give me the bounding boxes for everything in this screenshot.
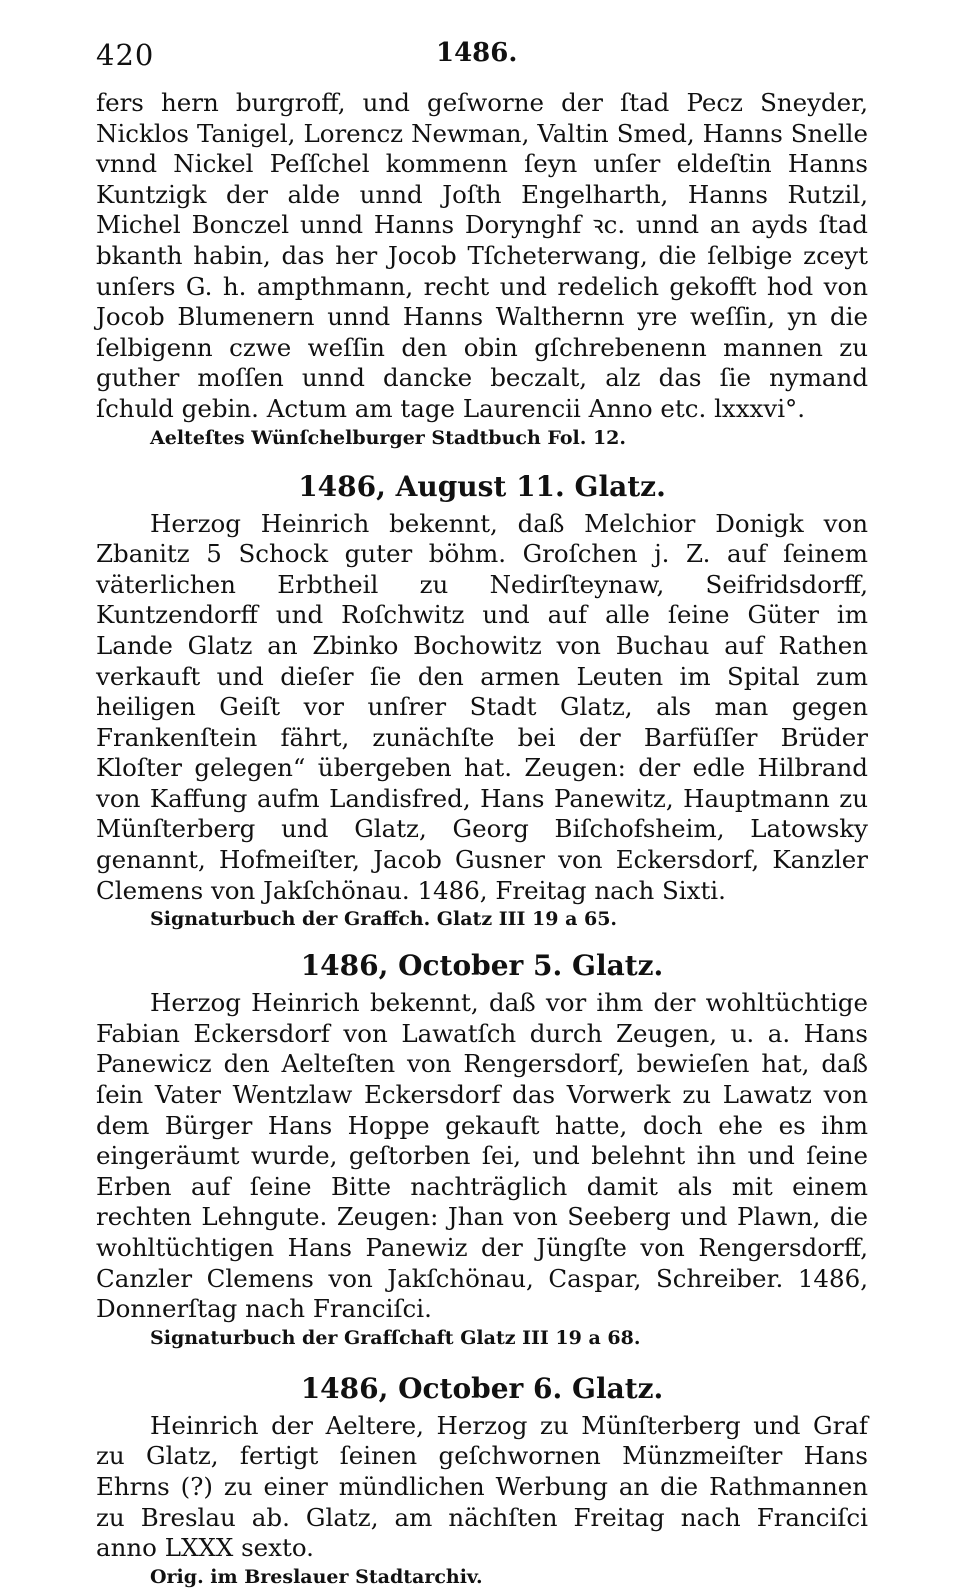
entry-text-october-6: Heinrich der Aeltere, Herzog zu Münſterberg und Graf zu Glatz, fertigt ſeinen geſchwornen Münzmeiſter Hans Ehrns (?) zu einer mündlichen Werbung an die Rathmannen zu Breslau ab. Glatz, am nächſten Freitag nach Franciſci anno LXXX sexto. [96, 1410, 868, 1563]
entry-heading-october-5: 1486, October 5. Glatz. [300, 949, 664, 983]
document-page [96, 32, 868, 1590]
entry-heading-october-6: 1486, October 6. Glatz. [300, 1371, 664, 1405]
entry-text-october-5: Herzog Heinrich bekennt, daß vor ihm der wohltüchtige Fabian Eckersdorf von Lawatſch durch Zeugen, u. a. Hans Panewicz den Aelteſten von Rengersdorf, bewieſen hat, daß ſein Vater Wentzlaw Eckersdorf das Vorwerk zu Lawatz von dem Bürger Hans Hoppe gekauft hatte, doch ehe es ihm eingeräumt wurde, geſtorben ſei, und belehnt ihn und ſeine Erben auf ſeine Bitte nachträglich damit als mit einem rechten Lehngute. Zeugen: Jhan von Seeberg und Plawn, die wohltüchtigen Hans Panewiz der Jüngſte von Rengersdorff, Canzler Clemens von Jakſchönau, Caspar, Schreiber. 1486, Donnerſtag nach Franciſci. [96, 988, 868, 1324]
entry-heading-august-11: 1486, August 11. Glatz. [298, 469, 666, 503]
page-header [96, 32, 868, 88]
intro-paragraph: fers hern burgroff, und geſworne der ſtad Pecz Sneyder, Nicklos Tanigel, Lorencz Newman, Valtin Smed, Hanns Snelle vnnd Nickel Peſſchel kommenn ſeyn unſer eldeſtin Hanns Kuntzigk der alde unnd Joſth Engelharth, Hanns Rutzil, Michel Bonczel unnd Hanns Dorynghf ꝛc. unnd an ayds ſtad bkanth habin, das her Jocob Tſcheterwang, die ſelbige zceyt unſers G. h. ampthmann, recht und redelich gekofft hod von Jocob Blumenern unnd Hanns Walthernn yre weſſin, yn die ſelbigenn czwe weſſin den obin gſchrebenenn mannen zu guther moſſen unnd dancke beczalt, alz das ſie nymand ſchuld gebin. Actum am tage Laurencii Anno etc. lxxxvi°. [96, 88, 868, 423]
running-year: 1486. [436, 38, 518, 68]
page-number: 420 [96, 38, 155, 72]
entry-source-october-6: Orig. im Breslauer Stadtarchiv. [150, 1565, 483, 1588]
intro-source-note: Aelteſtes Wünſchelburger Stadtbuch Fol. 12. [150, 426, 627, 449]
entry-source-october-5: Signaturbuch der Grafſchaft Glatz III 19 a 68. [150, 1326, 641, 1349]
entry-text-august-11: Herzog Heinrich bekennt, daß Melchior Donigk von Zbanitz 5 Schock guter böhm. Groſchen j. Z. auf ſeinem väterlichen Erbtheil zu Nedirſteynaw, Seifridsdorff, Kuntzendorff und Roſchwitz und auf alle ſeine Güter im Lande Glatz an Zbinko Bochowitz von Buchau auf Rathen verkauft und dieſer ſie den armen Leuten im Spital zum heiligen Geiſt vor unſrer Stadt Glatz, als man gegen Frankenſtein fährt, zunächſte bei der Barfüſſer Brüder Kloſter gelegen“ übergeben hat. Zeugen: der edle Hilbrand von Kaffung aufm Landisfred, Hans Panewitz, Hauptmann zu Münſterberg und Glatz, Georg Biſchofsheim, Latowsky genannt, Hofmeiſter, Jacob Gusner von Eckersdorf, Kanzler Clemens von Jakſchönau. 1486, Freitag nach Sixti. [96, 508, 868, 905]
entry-source-august-11: Signaturbuch der Graffch. Glatz III 19 a 65. [150, 908, 618, 931]
